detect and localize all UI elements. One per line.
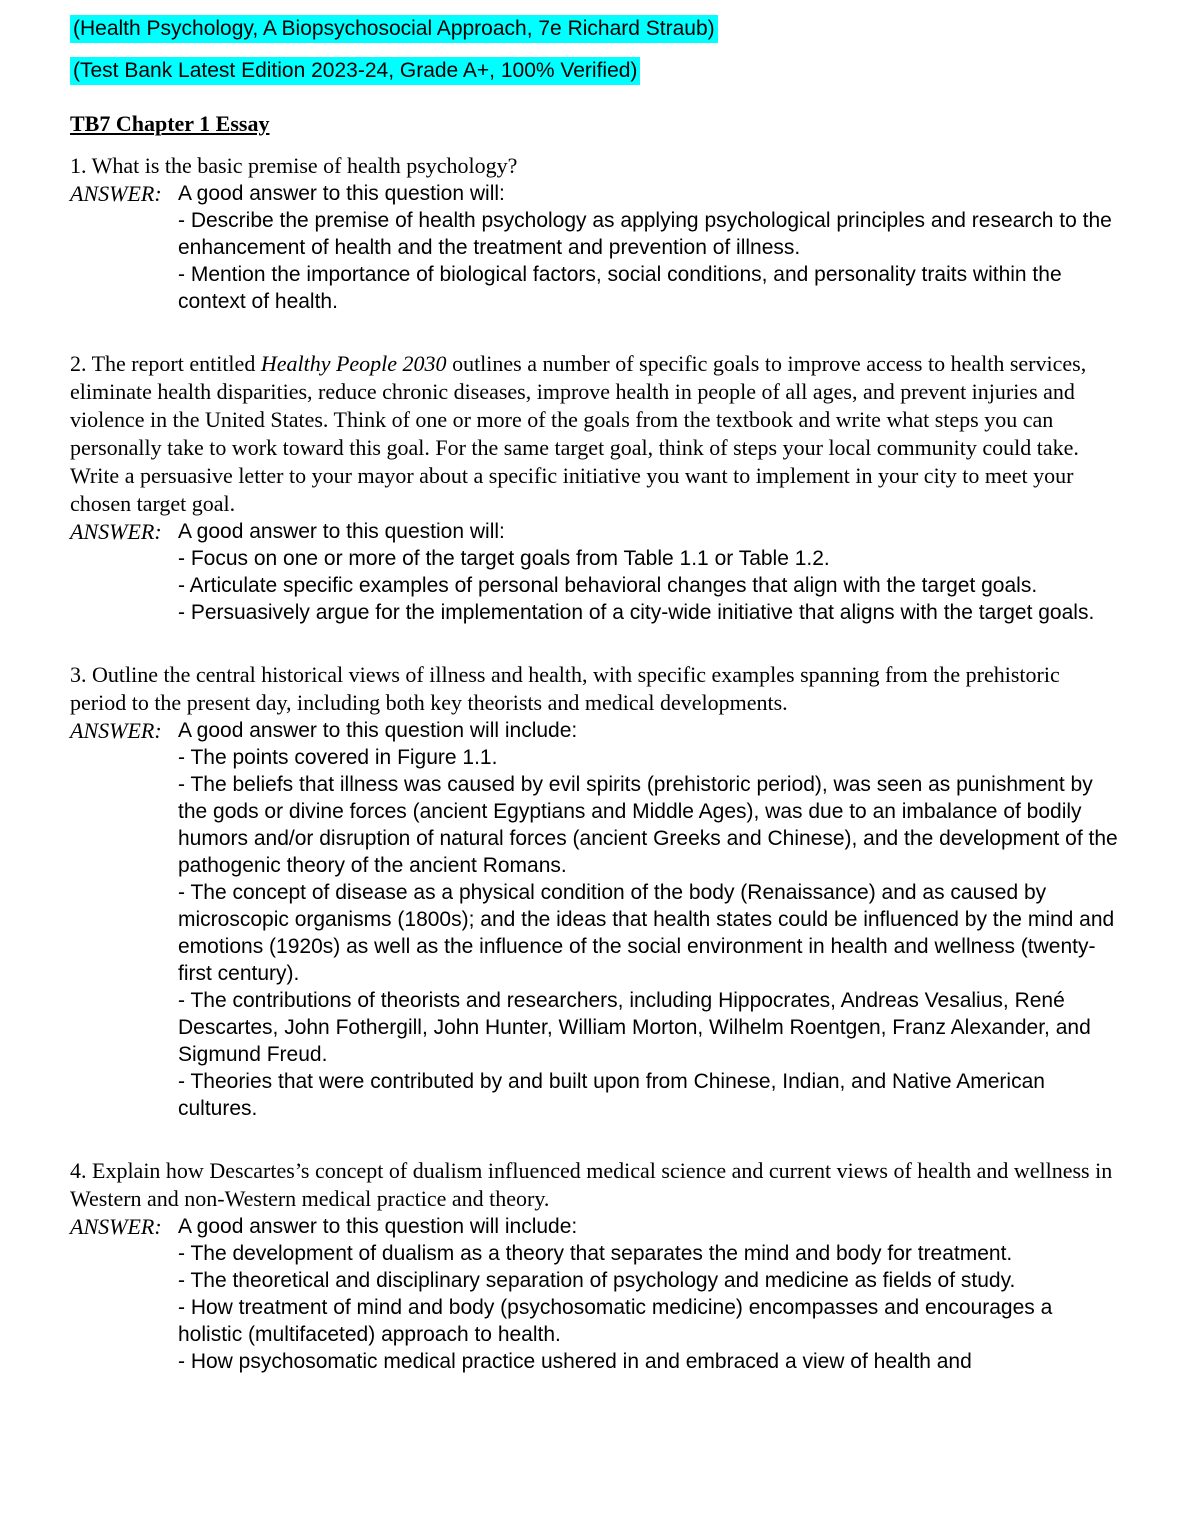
header-highlight-2: (Test Bank Latest Edition 2023-24, Grade A+, 100% Verified) bbox=[70, 57, 640, 85]
answer-point: - The concept of disease as a physical condition of the body (Renaissance) and as caused by microscopic organisms (1800s); and the ideas that health states could be influenced by the mind and emotions (1920s) as well as the influence of the social environment in health and wellness (twenty-first century). bbox=[178, 881, 1115, 985]
question-2-report-title: Healthy People 2030 bbox=[260, 351, 447, 376]
header-line-1 bbox=[70, 14, 1120, 43]
question-block-1 bbox=[70, 152, 1120, 315]
header-line-2 bbox=[70, 56, 1120, 85]
answer-point: - The points covered in Figure 1.1. bbox=[178, 746, 498, 769]
answer-point: - Mention the importance of biological factors, social conditions, and personality traits within the context of health. bbox=[178, 263, 1062, 313]
answer-intro: A good answer to this question will include: bbox=[178, 719, 578, 742]
answer-point: - The beliefs that illness was caused by evil spirits (prehistoric period), was seen as punishment by the gods or divine forces (ancient Egyptians and Middle Ages), was due to an imbalance of bodily humors and/or disruption of natural forces (ancient Greeks and Chinese), and the development of the pathogenic theory of the ancient Romans. bbox=[178, 773, 1118, 877]
answer-point: - Focus on one or more of the target goals from Table 1.1 or Table 1.2. bbox=[178, 547, 830, 570]
answer-point: - The contributions of theorists and researchers, including Hippocrates, Andreas Vesalius, René Descartes, John Fothergill, John Hunter, William Morton, Wilhelm Roentgen, Franz Alexander, and Sigmund Freud. bbox=[178, 989, 1091, 1066]
question-2-text bbox=[70, 350, 1120, 518]
answer-label: ANSWER: bbox=[70, 519, 162, 544]
answer-label: ANSWER: bbox=[70, 181, 162, 206]
answer-label: ANSWER: bbox=[70, 1214, 162, 1239]
question-1-answer bbox=[70, 180, 1120, 315]
answer-intro: A good answer to this question will: bbox=[178, 182, 505, 205]
answer-body bbox=[178, 717, 1120, 1122]
answer-label: ANSWER: bbox=[70, 718, 162, 743]
answer-body bbox=[178, 180, 1120, 315]
question-3-answer bbox=[70, 717, 1120, 1122]
question-2-text-after: outlines a number of specific goals to improve access to health services, eliminate health disparities, reduce chronic diseases, improve health in people of all ages, and prevent injuries and violence in the United States. Think of one or more of the goals from the textbook and write what steps you can personally take to work toward this goal. For the same target goal, think of steps your local community could take. Write a persuasive letter to your mayor about a specific initiative you want to implement in your city to meet your chosen target goal. bbox=[70, 351, 1087, 516]
document-title: TB7 Chapter 1 Essay bbox=[70, 111, 270, 136]
question-block-4 bbox=[70, 1157, 1120, 1375]
question-1-text: 1. What is the basic premise of health psychology? bbox=[70, 153, 518, 178]
answer-point: - The theoretical and disciplinary separation of psychology and medicine as fields of study. bbox=[178, 1269, 1016, 1292]
answer-point: - How treatment of mind and body (psychosomatic medicine) encompasses and encourages a holistic (multifaceted) approach to health. bbox=[178, 1296, 1053, 1346]
question-4-answer bbox=[70, 1213, 1120, 1375]
question-2-text-before: 2. The report entitled bbox=[70, 351, 261, 376]
header-highlight-1: (Health Psychology, A Biopsychosocial Approach, 7e Richard Straub) bbox=[70, 15, 718, 43]
answer-point: - Persuasively argue for the implementation of a city-wide initiative that aligns with the target goals. bbox=[178, 601, 1095, 624]
answer-point: - Theories that were contributed by and built upon from Chinese, Indian, and Native American cultures. bbox=[178, 1070, 1045, 1120]
answer-point: - How psychosomatic medical practice ushered in and embraced a view of health and bbox=[178, 1350, 972, 1373]
answer-body bbox=[178, 518, 1120, 626]
answer-body bbox=[178, 1213, 1120, 1375]
answer-point: - Articulate specific examples of personal behavioral changes that align with the target goals. bbox=[178, 574, 1038, 597]
question-2-answer bbox=[70, 518, 1120, 626]
document-page bbox=[70, 14, 1120, 1375]
answer-point: - Describe the premise of health psychology as applying psychological principles and research to the enhancement of health and the treatment and prevention of illness. bbox=[178, 209, 1112, 259]
question-3-text: 3. Outline the central historical views of illness and health, with specific examples spanning from the prehistoric period to the present day, including both key theorists and medical developments. bbox=[70, 662, 1060, 715]
question-4-text: 4. Explain how Descartes’s concept of dualism influenced medical science and current views of health and wellness in Western and non-Western medical practice and theory. bbox=[70, 1158, 1113, 1211]
answer-intro: A good answer to this question will include: bbox=[178, 1215, 578, 1238]
answer-intro: A good answer to this question will: bbox=[178, 520, 505, 543]
answer-point: - The development of dualism as a theory that separates the mind and body for treatment. bbox=[178, 1242, 1013, 1265]
question-block-2 bbox=[70, 350, 1120, 626]
question-block-3 bbox=[70, 661, 1120, 1122]
